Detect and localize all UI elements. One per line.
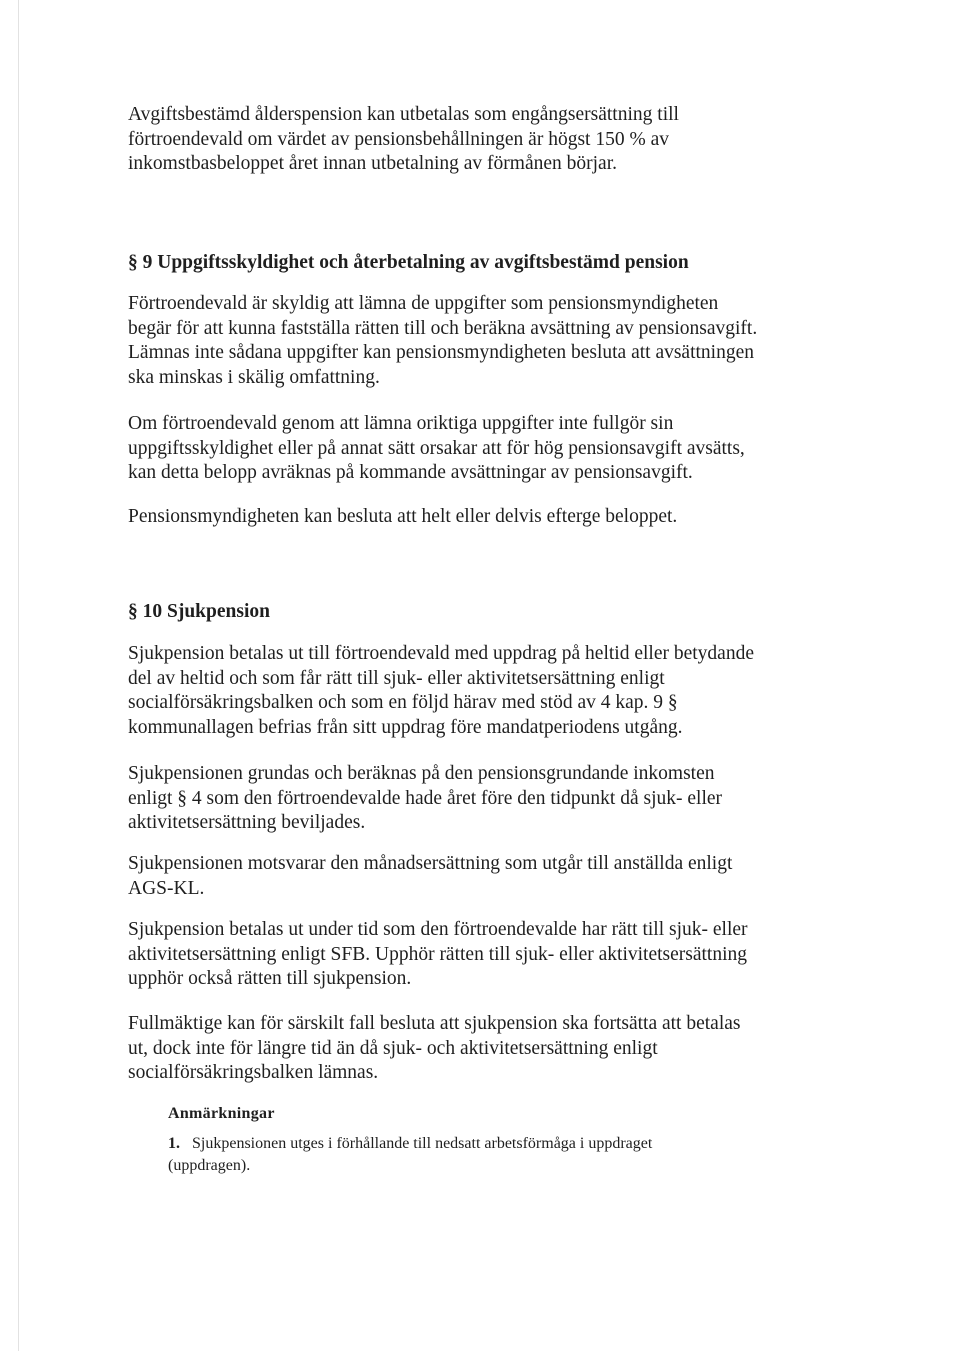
section-10-heading: § 10 Sjukpension: [128, 601, 270, 622]
section-10-paragraph-1: Sjukpension betalas ut till förtroendevald med uppdrag på heltid eller betydande del av heltid och som får rätt till sjuk- eller aktivitetsersättning enligt socialförsäkringsbalken och som en följd härav med stöd av 4 kap. 9 § kommunallagen befrias från sitt uppdrag före mandatperiodens utgång.: [128, 643, 754, 738]
section-9-paragraph-2: Om förtroendevald genom att lämna oriktiga uppgifter inte fullgör sin uppgiftsskyldighet eller på annat sätt orsakar att för hög pensionsavgift avsätts, kan detta belopp avräknas på kommande avsättningar av pensionsavgift.: [128, 413, 745, 483]
note-text: Sjukpensionen utges i förhållande till nedsatt arbetsförmåga i uppdraget (uppdragen).: [168, 1135, 653, 1174]
section-10-paragraph-4: Sjukpension betalas ut under tid som den förtroendevalde har rätt till sjuk- eller aktivitetsersättning enligt SFB. Upphör rätten till sjuk- eller aktivitetsersättning upphör också rätten till sjukpension.: [128, 919, 748, 989]
section-10-paragraph-2: Sjukpensionen grundas och beräknas på den pensionsgrundande inkomsten enligt § 4 som den förtroendevalde hade året före den tidpunkt då sjuk- eller aktivitetsersättning beviljades.: [128, 763, 723, 833]
section-10-paragraph-5: Fullmäktige kan för särskilt fall besluta att sjukpension ska fortsätta att betalas ut, dock inte för längre tid än då sjuk- och aktivitetsersättning enligt socialförsäkringsbalken lämnas.: [128, 1013, 741, 1083]
section-9-paragraph-3: Pensionsmyndigheten kan besluta att helt eller delvis efterge beloppet.: [128, 506, 678, 527]
section-9-heading: § 9 Uppgiftsskyldighet och återbetalning av avgiftsbestämd pension: [128, 252, 689, 273]
note-number: 1.: [168, 1135, 180, 1152]
section-10-paragraph-3: Sjukpensionen motsvarar den månadsersättning som utgår till anställda enligt AGS-KL.: [128, 853, 733, 899]
notes-title: Anmärkningar: [168, 1105, 275, 1122]
intro-paragraph: Avgiftsbestämd ålderspension kan utbetalas som engångsersättning till förtroendevald om värdet av pensionsbehållningen är högst 150 % av inkomstbasbeloppet året innan utbetalning av förmånen börjar.: [128, 104, 679, 174]
scan-edge-line: [18, 0, 19, 1351]
section-9-paragraph-1: Förtroendevald är skyldig att lämna de uppgifter som pensionsmyndigheten begär för att kunna fastställa rätten till och beräkna avsättning av pensionsavgift. Lämnas inte sådana uppgifter kan pensionsmyndigheten besluta att avsättningen ska minskas i skälig omfattning.: [128, 293, 758, 388]
